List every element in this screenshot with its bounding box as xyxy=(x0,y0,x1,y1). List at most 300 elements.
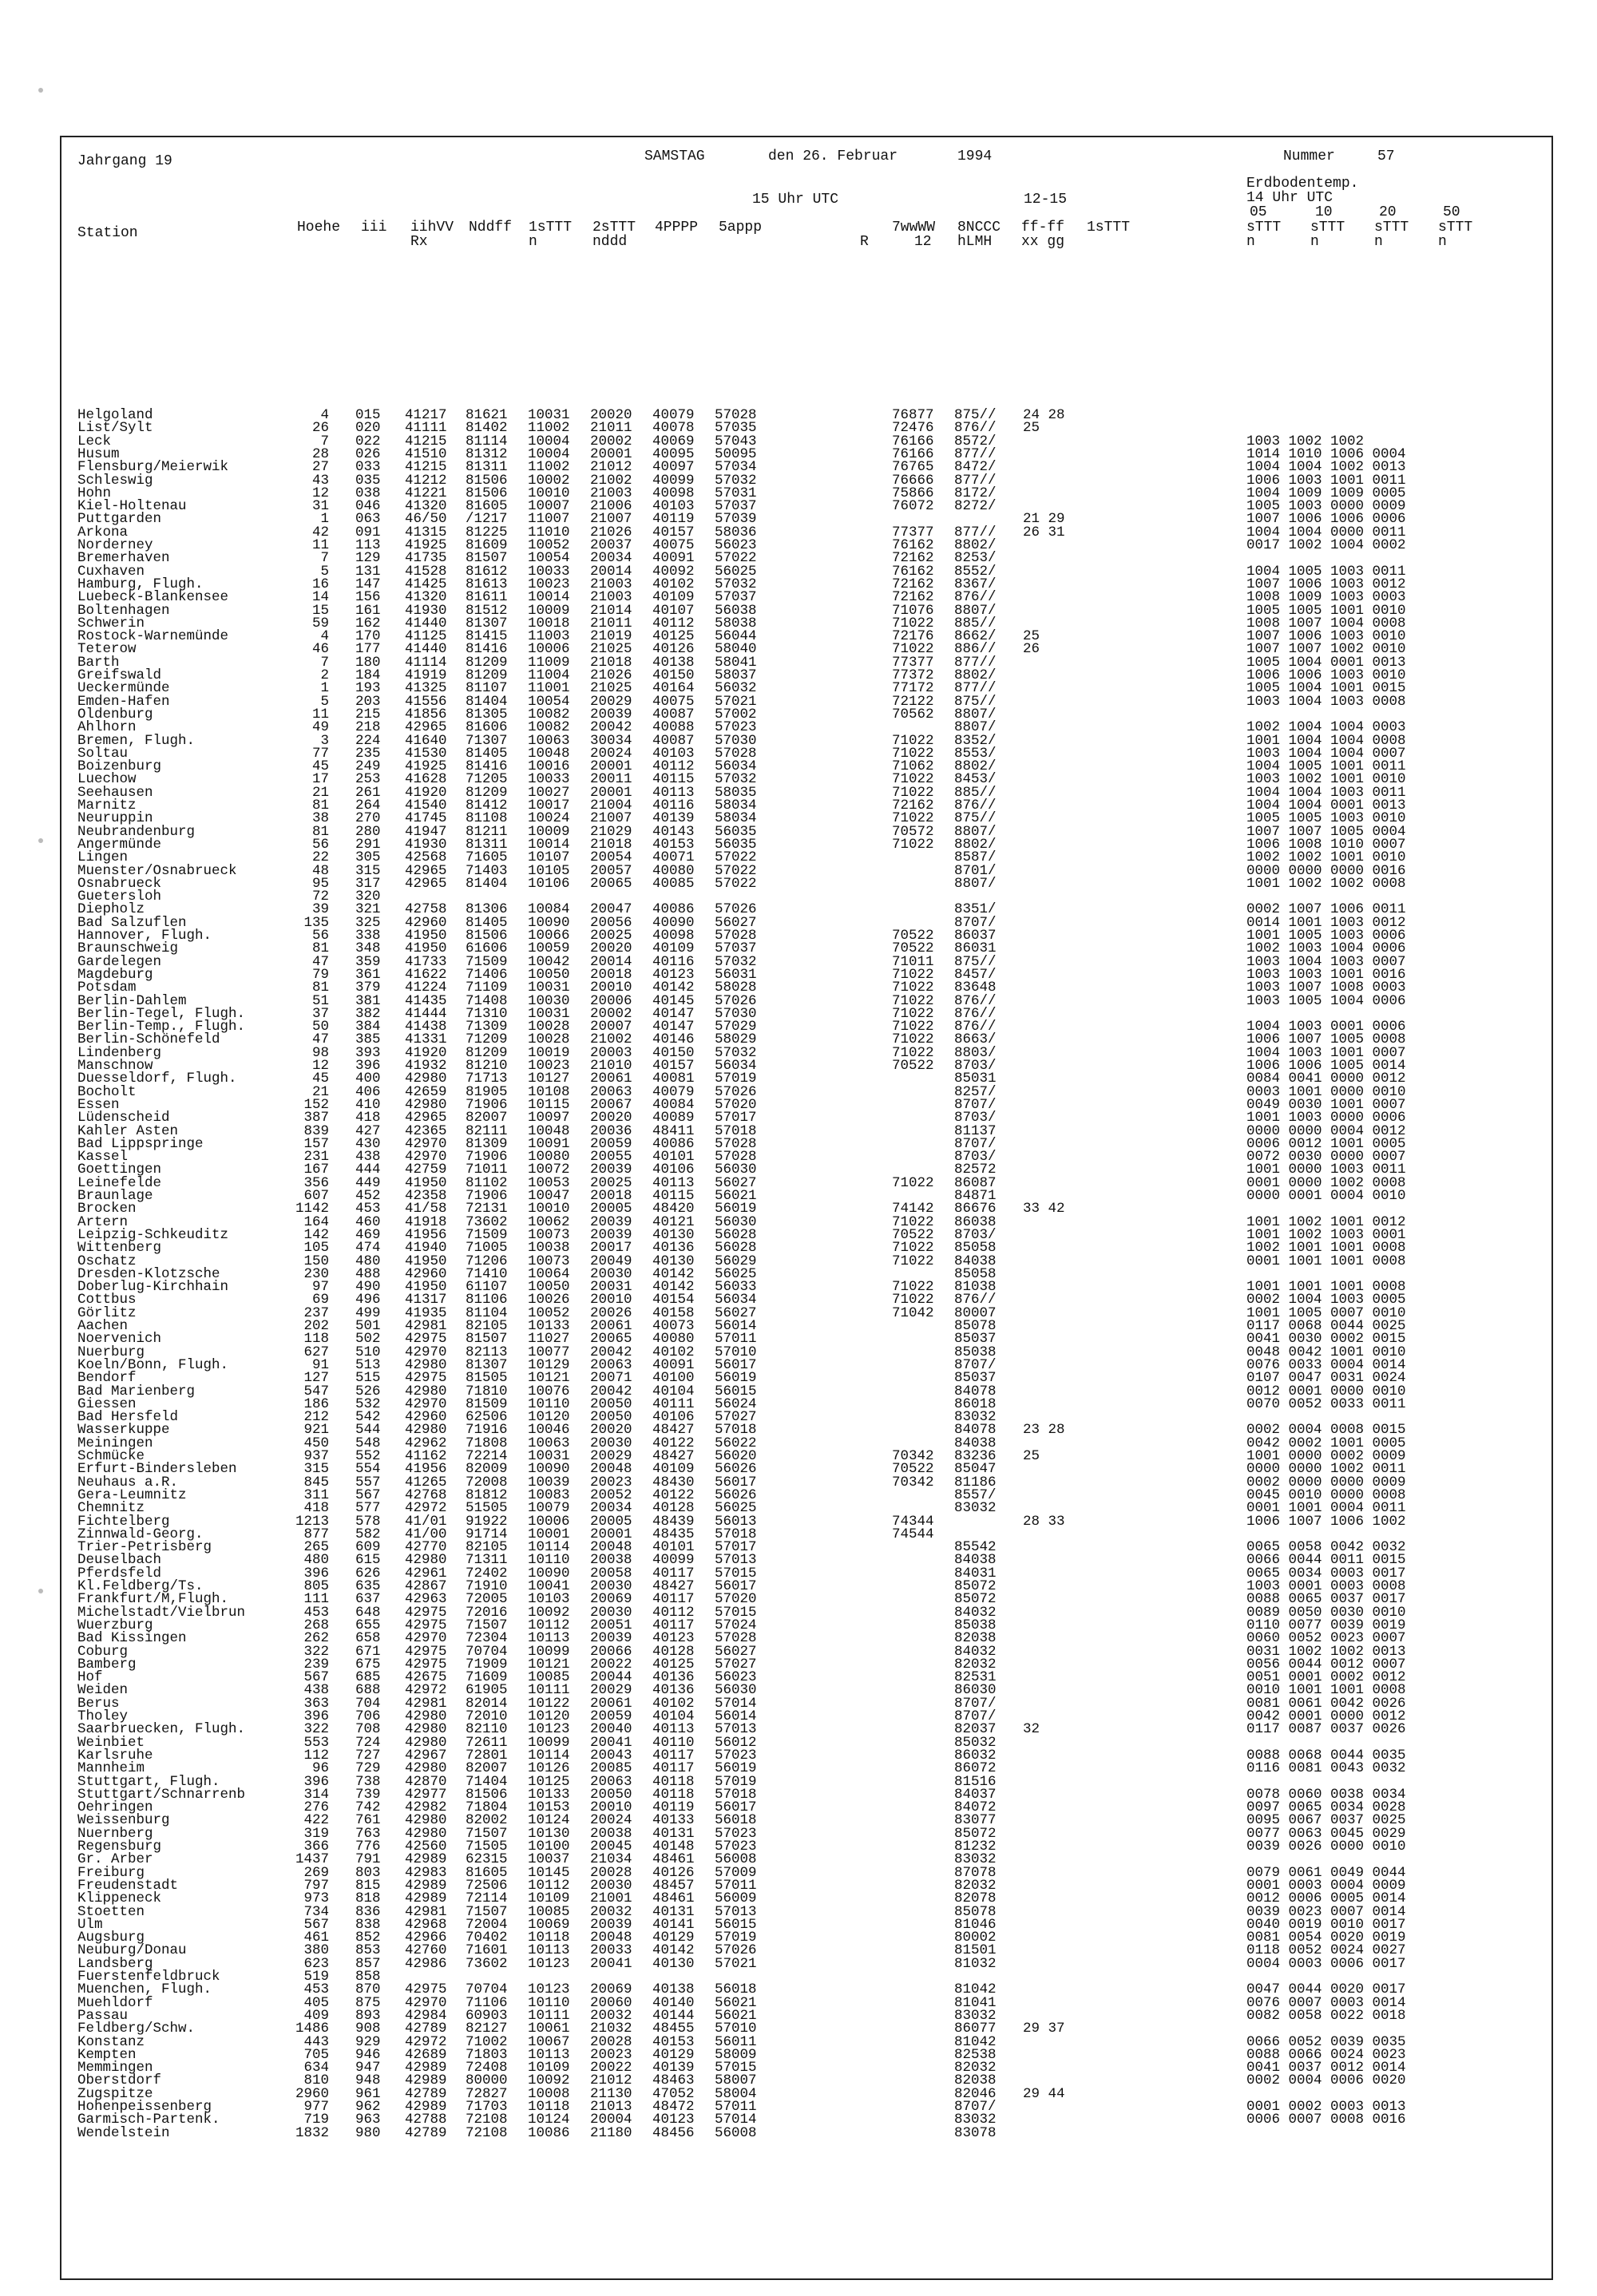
group-1sttt: 10145 xyxy=(528,1864,570,1881)
hoehe: 43 xyxy=(311,472,329,489)
group-8nccc: 83236 xyxy=(954,1448,997,1464)
hoehe: 567 xyxy=(303,1916,329,1933)
nddff: 71605 xyxy=(466,849,508,866)
group-4pppp: 40130 xyxy=(652,1253,695,1269)
group-8nccc: 86018 xyxy=(954,1395,997,1412)
col-n: n xyxy=(529,234,537,250)
iihvv: 42980 xyxy=(405,1552,447,1569)
hoehe: 230 xyxy=(303,1265,329,1282)
iihvv: 42962 xyxy=(405,1435,447,1451)
group-5appp: 56032 xyxy=(715,680,757,697)
group-8nccc: 81501 xyxy=(954,1942,997,1959)
group-8nccc: 86037 xyxy=(954,928,997,944)
group-ffff: 24 28 xyxy=(1023,407,1065,423)
nddff: 71509 xyxy=(466,953,508,970)
iii: 406 xyxy=(355,1083,381,1100)
group-1sttt: 10099 xyxy=(528,1734,570,1751)
iihvv: 42867 xyxy=(405,1578,447,1594)
group-8nccc: 85078 xyxy=(954,1318,997,1334)
group-4pppp: 40069 xyxy=(652,433,695,449)
iihvv: 42358 xyxy=(405,1188,447,1204)
station-name: Gardelegen xyxy=(77,953,162,970)
group-8nccc: 8552/ xyxy=(954,563,997,580)
group-5appp: 57028 xyxy=(715,1630,757,1647)
hoehe: 7 xyxy=(320,654,329,671)
nddff: 73602 xyxy=(466,1213,508,1230)
group-4pppp: 40119 xyxy=(652,1799,695,1816)
group-8nccc: 8663/ xyxy=(954,1031,997,1048)
group-2sttt: 20018 xyxy=(590,1188,632,1204)
iii: 729 xyxy=(355,1760,381,1777)
iihvv: 42980 xyxy=(405,1708,447,1724)
group-4pppp: 40133 xyxy=(652,1812,695,1829)
group-1sttt: 10120 xyxy=(528,1708,570,1724)
iii: 857 xyxy=(355,1955,381,1972)
soil-temps: 0002 0000 0000 0009 xyxy=(1246,1474,1406,1490)
soil-temps: 1001 0000 0002 0009 xyxy=(1246,1448,1406,1464)
nddff: 72402 xyxy=(466,1565,508,1581)
iii: 474 xyxy=(355,1240,381,1257)
group-4pppp: 40125 xyxy=(652,1656,695,1673)
group-7wwww: 71022 xyxy=(892,641,934,658)
nddff: /1217 xyxy=(466,511,508,528)
station-name: Erfurt-Bindersleben xyxy=(77,1461,237,1478)
soil-temps: 1005 1003 0000 0009 xyxy=(1246,498,1406,515)
col-hoehe: Hoehe xyxy=(297,220,341,236)
group-1sttt: 10007 xyxy=(528,498,570,515)
iii: 552 xyxy=(355,1448,381,1464)
nddff: 61606 xyxy=(466,940,508,957)
iii: 480 xyxy=(355,1253,381,1269)
iii: 948 xyxy=(355,2072,381,2089)
iii: 963 xyxy=(355,2112,381,2128)
station-name: Tholey xyxy=(77,1708,129,1724)
group-2sttt: 21011 xyxy=(590,615,632,631)
group-1sttt: 10053 xyxy=(528,1174,570,1191)
group-8nccc: 8707/ xyxy=(954,1695,997,1712)
nddff: 81507 xyxy=(466,550,508,567)
iihvv: 42980 xyxy=(405,1096,447,1113)
group-8nccc: 83077 xyxy=(954,1812,997,1829)
group-8nccc: 85037 xyxy=(954,1370,997,1387)
group-7wwww: 71022 xyxy=(892,1240,934,1257)
group-8nccc: 8553/ xyxy=(954,745,997,762)
soil-temps: 0110 0077 0039 0019 xyxy=(1246,1617,1406,1633)
group-4pppp: 48427 xyxy=(652,1448,695,1464)
iihvv: 42980 xyxy=(405,1422,447,1439)
group-2sttt: 20063 xyxy=(590,1356,632,1373)
iii: 410 xyxy=(355,1096,381,1113)
nddff: 82007 xyxy=(466,1110,508,1126)
station-name: Deuselbach xyxy=(77,1552,162,1569)
iii: 818 xyxy=(355,1890,381,1907)
group-5appp: 56017 xyxy=(715,1799,757,1816)
iihvv: 42675 xyxy=(405,1669,447,1686)
nddff: 81509 xyxy=(466,1395,508,1412)
group-2sttt: 21014 xyxy=(590,602,632,619)
station-name: Zinnwald-Georg. xyxy=(77,1526,204,1542)
group-5appp: 57037 xyxy=(715,498,757,515)
group-1sttt: 10054 xyxy=(528,550,570,567)
nddff: 81609 xyxy=(466,537,508,553)
soil-temps: 0012 0001 0000 0010 xyxy=(1246,1383,1406,1399)
group-2sttt: 21029 xyxy=(590,823,632,840)
group-4pppp: 40139 xyxy=(652,810,695,827)
hoehe: 47 xyxy=(311,1031,329,1048)
iihvv: 42980 xyxy=(405,1812,447,1829)
iihvv: 42977 xyxy=(405,1786,447,1803)
iii: 427 xyxy=(355,1122,381,1139)
group-4pppp: 40112 xyxy=(652,758,695,775)
station-name: Lingen xyxy=(77,849,129,866)
group-8nccc: 8707/ xyxy=(954,1096,997,1113)
group-4pppp: 40117 xyxy=(652,1565,695,1581)
iii: 626 xyxy=(355,1565,381,1581)
group-7wwww: 75866 xyxy=(892,485,934,501)
group-2sttt: 20017 xyxy=(590,1240,632,1257)
hoehe: 797 xyxy=(303,1877,329,1894)
group-4pppp: 40143 xyxy=(652,823,695,840)
group-1sttt: 10108 xyxy=(528,1083,570,1100)
group-2sttt: 21012 xyxy=(590,459,632,476)
iihvv: 42980 xyxy=(405,1383,447,1399)
hoehe: 319 xyxy=(303,1825,329,1842)
col-station: Station xyxy=(77,225,138,241)
group-2sttt: 20047 xyxy=(590,901,632,918)
station-name: Memmingen xyxy=(77,2060,153,2076)
soil-temps: 1001 1005 0007 0010 xyxy=(1246,1304,1406,1321)
station-name: Bremen, Flugh. xyxy=(77,732,196,749)
depth-10: 10 xyxy=(1315,204,1333,220)
iihvv: 41640 xyxy=(405,732,447,749)
iihvv: 41733 xyxy=(405,953,447,970)
group-8nccc: 86032 xyxy=(954,1747,997,1764)
station-name: Diepholz xyxy=(77,901,145,918)
group-2sttt: 20029 xyxy=(590,1448,632,1464)
nddff: 71307 xyxy=(466,732,508,749)
hoehe: 4 xyxy=(320,407,329,423)
group-4pppp: 40110 xyxy=(652,1734,695,1751)
iihvv: 42981 xyxy=(405,1695,447,1712)
station-name: Trier-Petrisberg xyxy=(77,1539,212,1556)
iii: 193 xyxy=(355,680,381,697)
group-5appp: 56029 xyxy=(715,1253,757,1269)
group-1sttt: 11027 xyxy=(528,1331,570,1348)
group-4pppp: 40117 xyxy=(652,1747,695,1764)
hoehe: 7 xyxy=(320,433,329,449)
group-4pppp: 40098 xyxy=(652,485,695,501)
iii: 962 xyxy=(355,2099,381,2115)
group-4pppp: 40157 xyxy=(652,1058,695,1074)
group-7wwww: 77377 xyxy=(892,654,934,671)
group-5appp: 57026 xyxy=(715,1942,757,1959)
group-5appp: 56020 xyxy=(715,1448,757,1464)
group-4pppp: 40118 xyxy=(652,1786,695,1803)
group-8nccc: 8703/ xyxy=(954,1110,997,1126)
group-1sttt: 11010 xyxy=(528,524,570,540)
station-name: Oschatz xyxy=(77,1253,137,1269)
iihvv: 42981 xyxy=(405,1318,447,1334)
group-4pppp: 48461 xyxy=(652,1851,695,1868)
soil-temps: 1006 1008 1010 0007 xyxy=(1246,836,1406,853)
group-1sttt: 10097 xyxy=(528,1110,570,1126)
group-2sttt: 21001 xyxy=(590,1890,632,1907)
group-2sttt: 20063 xyxy=(590,1083,632,1100)
group-5appp: 57039 xyxy=(715,511,757,528)
iii: 836 xyxy=(355,1903,381,1920)
iii: 184 xyxy=(355,667,381,683)
group-8nccc: 84032 xyxy=(954,1643,997,1660)
group-5appp: 57043 xyxy=(715,433,757,449)
group-1sttt: 11009 xyxy=(528,654,570,671)
iii: 203 xyxy=(355,693,381,710)
group-8nccc: 84031 xyxy=(954,1565,997,1581)
group-8nccc: 85038 xyxy=(954,1617,997,1633)
hoehe: 50 xyxy=(311,1019,329,1035)
group-2sttt: 21013 xyxy=(590,2099,632,2115)
group-5appp: 56038 xyxy=(715,602,757,619)
nddff: 51505 xyxy=(466,1500,508,1517)
station-name: Bocholt xyxy=(77,1083,137,1100)
soil-temps: 0065 0034 0003 0017 xyxy=(1246,1565,1406,1581)
iii: 578 xyxy=(355,1513,381,1530)
station-name: Greifswald xyxy=(77,667,162,683)
group-4pppp: 40131 xyxy=(652,1903,695,1920)
group-5appp: 57029 xyxy=(715,1019,757,1035)
group-1sttt: 11002 xyxy=(528,459,570,476)
nddff: 81506 xyxy=(466,472,508,489)
group-2sttt: 20037 xyxy=(590,537,632,553)
group-8nccc: 8703/ xyxy=(954,1149,997,1166)
group-5appp: 58035 xyxy=(715,784,757,801)
group-4pppp: 40102 xyxy=(652,1695,695,1712)
group-2sttt: 21002 xyxy=(590,1031,632,1048)
group-5appp: 57026 xyxy=(715,1083,757,1100)
group-5appp: 56027 xyxy=(715,1174,757,1191)
group-1sttt: 10113 xyxy=(528,1942,570,1959)
group-5appp: 56015 xyxy=(715,1383,757,1399)
group-1sttt: 10006 xyxy=(528,641,570,658)
group-2sttt: 20039 xyxy=(590,1916,632,1933)
station-name: Görlitz xyxy=(77,1304,137,1321)
group-1sttt: 10109 xyxy=(528,2060,570,2076)
station-name: Angermünde xyxy=(77,836,162,853)
col-sttt-20: sTTT xyxy=(1374,220,1409,236)
soil-temps: 1006 1006 1005 0014 xyxy=(1246,1058,1406,1074)
group-5appp: 57021 xyxy=(715,1955,757,1972)
group-8nccc: 8351/ xyxy=(954,901,997,918)
group-2sttt: 21012 xyxy=(590,2072,632,2089)
iii: 026 xyxy=(355,445,381,462)
group-1sttt: 10048 xyxy=(528,745,570,762)
hoehe: 17 xyxy=(311,771,329,788)
iii: 501 xyxy=(355,1318,381,1334)
iii: 510 xyxy=(355,1344,381,1360)
group-5appp: 56008 xyxy=(715,2124,757,2141)
group-2sttt: 20038 xyxy=(590,1552,632,1569)
group-2sttt: 20056 xyxy=(590,914,632,931)
group-2sttt: 20036 xyxy=(590,1122,632,1139)
group-4pppp: 40128 xyxy=(652,1643,695,1660)
iii: 776 xyxy=(355,1839,381,1855)
group-5appp: 58034 xyxy=(715,798,757,813)
iihvv: 42560 xyxy=(405,1839,447,1855)
group-1sttt: 10059 xyxy=(528,940,570,957)
col-r12: 12 xyxy=(914,234,932,250)
iihvv: 42980 xyxy=(405,1825,447,1842)
iii: 147 xyxy=(355,576,381,592)
group-1sttt: 10084 xyxy=(528,901,570,918)
hoehe: 81 xyxy=(311,798,329,813)
nddff: 82014 xyxy=(466,1695,508,1712)
group-8nccc: 876// xyxy=(954,992,997,1009)
group-5appp: 56022 xyxy=(715,1435,757,1451)
station-name: Wittenberg xyxy=(77,1240,162,1257)
group-5appp: 56026 xyxy=(715,1461,757,1478)
nddff: 81107 xyxy=(466,680,508,697)
station-name: Landsberg xyxy=(77,1955,153,1972)
station-name: Brocken xyxy=(77,1201,137,1217)
group-5appp: 58038 xyxy=(715,615,757,631)
station-name: Oberstdorf xyxy=(77,2072,162,2089)
group-4pppp: 48463 xyxy=(652,2072,695,2089)
iii: 038 xyxy=(355,485,381,501)
iihvv: 41940 xyxy=(405,1240,447,1257)
group-2sttt: 21010 xyxy=(590,1058,632,1074)
group-2sttt: 20049 xyxy=(590,1253,632,1269)
group-8nccc: 85072 xyxy=(954,1578,997,1594)
soil-temps: 0040 0019 0010 0017 xyxy=(1246,1916,1406,1933)
group-1sttt: 10115 xyxy=(528,1096,570,1113)
soil-temps: 0077 0063 0045 0029 xyxy=(1246,1825,1406,1842)
iihvv: 41320 xyxy=(405,498,447,515)
hoehe: 443 xyxy=(303,2033,329,2050)
group-2sttt: 20001 xyxy=(590,1526,632,1542)
group-8nccc: 83648 xyxy=(954,980,997,996)
group-2sttt: 20041 xyxy=(590,1955,632,1972)
group-4pppp: 40164 xyxy=(652,680,695,697)
hoehe: 42 xyxy=(311,524,329,540)
iihvv: 41950 xyxy=(405,928,447,944)
nddff: 71810 xyxy=(466,1383,508,1399)
group-1sttt: 10008 xyxy=(528,2085,570,2102)
station-name: Kahler Asten xyxy=(77,1122,179,1139)
nddff: 81211 xyxy=(466,823,508,840)
col-n-05: n xyxy=(1246,234,1255,250)
group-8nccc: 81038 xyxy=(954,1279,997,1296)
iihvv: 42365 xyxy=(405,1122,447,1139)
group-1sttt: 11003 xyxy=(528,628,570,645)
nddff: 81404 xyxy=(466,875,508,892)
group-5appp: 57015 xyxy=(715,2060,757,2076)
soil-temps: 0039 0026 0000 0010 xyxy=(1246,1839,1406,1855)
group-ffff: 26 xyxy=(1023,641,1040,658)
group-4pppp: 40141 xyxy=(652,1916,695,1933)
hoehe: 28 xyxy=(311,445,329,462)
station-name: Rostock-Warnemünde xyxy=(77,628,229,645)
period-label: 12-15 xyxy=(1024,192,1068,208)
group-2sttt: 20044 xyxy=(590,1669,632,1686)
soil-temps: 0089 0050 0030 0010 xyxy=(1246,1604,1406,1621)
group-8nccc: 8807/ xyxy=(954,875,997,892)
group-5appp: 57023 xyxy=(715,1825,757,1842)
group-8nccc: 81032 xyxy=(954,1955,997,1972)
group-2sttt: 20034 xyxy=(590,550,632,567)
hoehe: 142 xyxy=(303,1226,329,1243)
group-8nccc: 82572 xyxy=(954,1162,997,1178)
group-1sttt: 10052 xyxy=(528,537,570,553)
group-7wwww: 77172 xyxy=(892,680,934,697)
iihvv: 42989 xyxy=(405,2072,447,2089)
group-1sttt: 10113 xyxy=(528,1630,570,1647)
nddff: 82007 xyxy=(466,1760,508,1777)
nddff: 71808 xyxy=(466,1435,508,1451)
group-4pppp: 40109 xyxy=(652,940,695,957)
group-2sttt: 20031 xyxy=(590,1279,632,1296)
hoehe: 634 xyxy=(303,2060,329,2076)
group-8nccc: 86072 xyxy=(954,1760,997,1777)
station-name: Kiel-Holtenau xyxy=(77,498,187,515)
group-1sttt: 10129 xyxy=(528,1356,570,1373)
group-ffff: 28 33 xyxy=(1023,1513,1065,1530)
group-5appp: 56014 xyxy=(715,1708,757,1724)
group-1sttt: 10017 xyxy=(528,798,570,813)
hoehe: 422 xyxy=(303,1812,329,1829)
iii: 742 xyxy=(355,1799,381,1816)
soil-temps: 1003 1002 1001 0010 xyxy=(1246,771,1406,788)
iihvv: 42980 xyxy=(405,1356,447,1373)
iii: 658 xyxy=(355,1630,381,1647)
group-1sttt: 10121 xyxy=(528,1656,570,1673)
soil-temps: 0002 1007 1006 0011 xyxy=(1246,901,1406,918)
hoehe: 268 xyxy=(303,1617,329,1633)
hoehe: 81 xyxy=(311,980,329,996)
group-8nccc: 876// xyxy=(954,1005,997,1022)
group-2sttt: 20001 xyxy=(590,445,632,462)
station-name: Weissenburg xyxy=(77,1812,170,1829)
soil-temps: 0082 0058 0022 0018 xyxy=(1246,2007,1406,2024)
soil-temps: 0078 0060 0038 0034 xyxy=(1246,1786,1406,1803)
station-name: Hannover, Flugh. xyxy=(77,928,212,944)
group-1sttt: 10027 xyxy=(528,784,570,801)
station-name: Zugspitze xyxy=(77,2085,153,2102)
group-8nccc: 83032 xyxy=(954,1851,997,1868)
group-1sttt: 10063 xyxy=(528,732,570,749)
group-8nccc: 8707/ xyxy=(954,1708,997,1724)
group-8nccc: 8172/ xyxy=(954,485,997,501)
nddff: 71205 xyxy=(466,771,508,788)
iii: 396 xyxy=(355,1058,381,1074)
group-4pppp: 40115 xyxy=(652,771,695,788)
group-5appp: 57032 xyxy=(715,953,757,970)
group-2sttt: 20024 xyxy=(590,745,632,762)
iii: 513 xyxy=(355,1356,381,1373)
soil-temps: 1003 1002 1002 xyxy=(1246,433,1365,449)
group-7wwww: 71042 xyxy=(892,1304,934,1321)
group-2sttt: 20039 xyxy=(590,1226,632,1243)
group-4pppp: 40157 xyxy=(652,524,695,540)
iii: 453 xyxy=(355,1201,381,1217)
hoehe: 72 xyxy=(311,889,329,905)
iihvv: 41/58 xyxy=(405,1201,447,1217)
station-name: Chemnitz xyxy=(77,1500,145,1517)
group-4pppp: 40073 xyxy=(652,1318,695,1334)
iihvv: 41221 xyxy=(405,485,447,501)
station-name: Lüdenscheid xyxy=(77,1110,170,1126)
group-1sttt: 10110 xyxy=(528,1552,570,1569)
iii: 015 xyxy=(355,407,381,423)
group-4pppp: 40087 xyxy=(652,732,695,749)
